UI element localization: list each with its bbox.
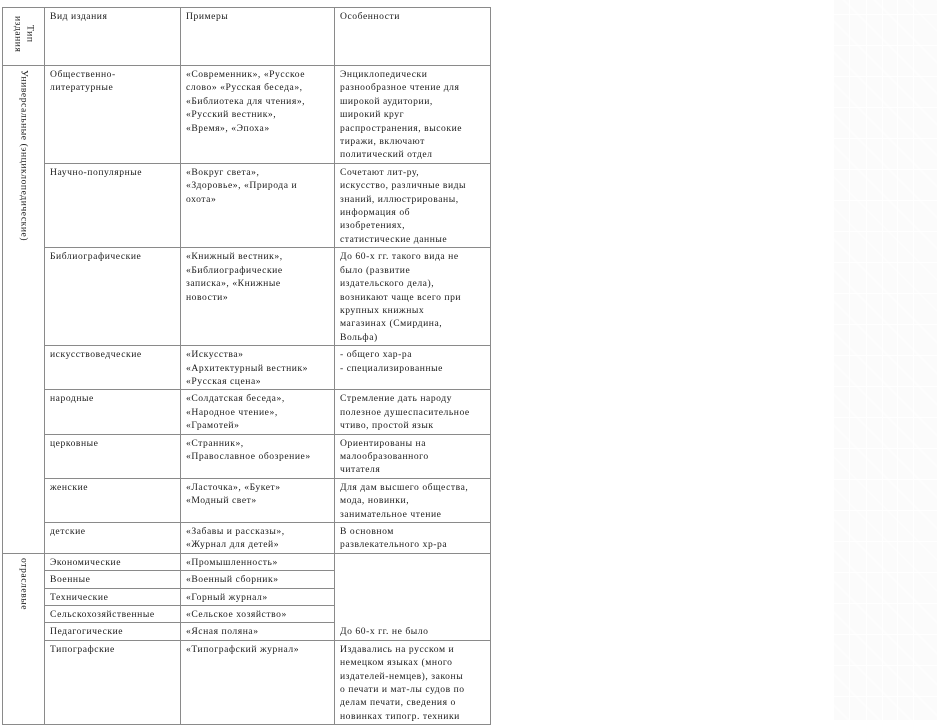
kind-cell [45, 553, 181, 570]
kind-cell [45, 478, 181, 522]
features-cell [335, 434, 491, 478]
decor-gridline [834, 324, 937, 325]
features-cell-line: крупных книжных [340, 304, 425, 316]
decor-gridline [882, 0, 883, 720]
features-cell-line: Для дам высшего общества, [340, 481, 469, 493]
features-cell-line: - специализированные [340, 362, 443, 374]
kind-cell-line: Военные [50, 574, 91, 586]
examples-cell-line: «Сельское хозяйство» [186, 609, 287, 621]
examples-cell-line: «Странник», [186, 437, 244, 449]
features-cell-line: В основном [340, 526, 394, 537]
features-cell-line: читателя [340, 464, 381, 476]
group-branch [3, 553, 45, 724]
features-cell [335, 248, 491, 346]
decor-gridline [834, 231, 937, 232]
table-row [3, 66, 491, 164]
examples-cell [181, 478, 335, 522]
features-cell [335, 640, 491, 724]
decor-gridline [834, 293, 937, 294]
group-universal-label: Универсальные (энциклопедические) [18, 70, 30, 242]
kind-cell [45, 640, 181, 724]
examples-cell-line: «Промышленность» [186, 556, 278, 568]
examples-cell-line: «Библиотека для чтения», [186, 95, 306, 107]
table-row [3, 248, 491, 346]
table-row [3, 640, 491, 724]
features-cell-line: распространения, высокие [340, 122, 463, 134]
features-cell-line: Энциклопедически [340, 69, 428, 80]
examples-cell [181, 623, 335, 640]
features-cell-line: малообразованного [340, 450, 429, 462]
kind-cell [45, 523, 181, 554]
examples-cell [181, 588, 335, 605]
examples-cell-line: «Здоровье», «Природа и [186, 180, 298, 192]
header-kind: Вид издания [45, 8, 181, 66]
features-cell [335, 346, 491, 390]
kind-cell-line: женские [50, 481, 89, 493]
header-type: Тип издания [3, 8, 45, 66]
examples-cell-line: охота» [186, 193, 217, 205]
decor-gridline [834, 76, 937, 77]
decor-gridline [834, 634, 937, 635]
kind-cell-line: Экономические [50, 556, 122, 568]
features-cell-line: информация об [340, 207, 411, 219]
examples-cell [181, 523, 335, 554]
table-row [3, 390, 491, 434]
table-row [3, 478, 491, 522]
features-cell-line: немецком языках (много [340, 657, 453, 669]
features-cell-line: знаний, иллюстрированы, [340, 193, 459, 205]
examples-cell-line: «Журнал для детей» [186, 539, 280, 551]
decor-gridline [834, 262, 937, 263]
features-cell-line: разнообразное чтение для [340, 82, 460, 94]
kind-cell [45, 606, 181, 623]
kind-cell-line: церковные [50, 437, 99, 449]
group-universal [3, 66, 45, 554]
features-cell-line: Ориентированы на [340, 437, 427, 449]
examples-cell-line: «Военный сборник» [186, 574, 279, 586]
features-cell [335, 163, 491, 247]
examples-cell-line: «Горный журнал» [186, 591, 268, 603]
decor-gridline [834, 696, 937, 697]
examples-cell-line: «Ясная поляна» [186, 626, 259, 638]
examples-cell-line: «Забавы и рассказы», [186, 526, 285, 537]
examples-cell-line: «Вокруг света», [186, 166, 260, 178]
features-cell-line: искусство, различные виды [340, 180, 467, 192]
examples-cell-line: «Искусства» [186, 349, 244, 361]
examples-cell-line: «Русский вестник», [186, 109, 277, 121]
kind-cell [45, 623, 181, 640]
features-cell-line: издателей-немцев), законы [340, 670, 464, 682]
features-cell-line: Сочетают лит-ру, [340, 166, 420, 178]
examples-cell-line: новости» [186, 291, 229, 303]
kind-cell [45, 66, 181, 164]
features-cell-line: Стремление дать народу [340, 393, 453, 405]
examples-cell-line: «Солдатская беседа», [186, 393, 285, 405]
features-cell [335, 390, 491, 434]
kind-cell-line: Технические [50, 591, 109, 603]
decor-gridline [849, 0, 850, 720]
kind-cell [45, 434, 181, 478]
header-features: Особенности [335, 8, 491, 66]
decor-gridline [834, 14, 937, 15]
features-cell-line: статистические данные [340, 233, 448, 245]
examples-cell-line: записка», «Книжные [186, 278, 281, 290]
table-row [3, 163, 491, 247]
decor-gridline [834, 417, 937, 418]
examples-cell [181, 163, 335, 247]
decor-gridline [834, 479, 937, 480]
decor-gridline [834, 169, 937, 170]
examples-cell [181, 390, 335, 434]
decor-gridline [913, 0, 914, 720]
features-cell-line: возникают чаще всего при [340, 291, 462, 303]
examples-cell-line: слово» «Русская беседа», [186, 82, 303, 94]
examples-cell-line: «Время», «Эпоха» [186, 122, 270, 134]
features-cell-line: новинках типогр. техники [340, 710, 460, 722]
features-cell [335, 478, 491, 522]
table-row [3, 523, 491, 554]
examples-cell [181, 640, 335, 724]
kind-cell [45, 163, 181, 247]
kind-cell-line: Педагогические [50, 626, 124, 638]
decor-gridline [866, 0, 867, 720]
examples-cell-line: «Народное чтение», [186, 406, 278, 418]
features-cell-line: о печати и мат-лы судов по [340, 684, 465, 696]
features-cell-line: широкой аудитории, [340, 95, 433, 107]
features-cell-line: - общего хар-ра [340, 349, 413, 361]
features-cell-line: Издавались на русском и [340, 643, 455, 655]
features-cell-line: развлекательного хр-ра [340, 539, 448, 551]
kind-cell-line: народные [50, 393, 94, 405]
examples-cell-line: «Типографский журнал» [186, 643, 300, 655]
decor-gridline [834, 572, 937, 573]
decor-gridline [834, 107, 937, 108]
kind-cell-line: Библиографические [50, 251, 142, 263]
decor-gridline [834, 665, 937, 666]
examples-cell [181, 553, 335, 570]
examples-cell-line: «Православное обозрение» [186, 450, 311, 462]
kind-cell [45, 588, 181, 605]
features-cell [335, 523, 491, 554]
decor-gridline [834, 603, 937, 604]
features-cell-line: тиражи, включают [340, 136, 425, 148]
examples-cell-line: «Архитектурный вестник» [186, 362, 309, 374]
header-examples: Примеры [181, 8, 335, 66]
features-cell-line: Вольфа) [340, 331, 378, 343]
table-row [3, 434, 491, 478]
features-cell-line: занимательное чтение [340, 508, 442, 520]
examples-cell-line: «Русская сцена» [186, 375, 262, 387]
features-cell-line: широкий круг [340, 109, 405, 121]
table-row [3, 346, 491, 390]
examples-cell-line: «Ласточка», «Букет» [186, 481, 281, 493]
decor-gridline [834, 510, 937, 511]
kind-cell-line: Научно-популярные [50, 166, 143, 178]
features-cell [335, 66, 491, 164]
branch-note-cell [335, 553, 491, 640]
examples-cell-line: «Грамотей» [186, 420, 240, 432]
examples-cell [181, 346, 335, 390]
kind-cell-line: Общественно- [50, 69, 116, 80]
features-cell-line: было (развитие [340, 264, 411, 276]
decor-gridline [834, 200, 937, 201]
examples-cell [181, 66, 335, 164]
examples-cell-line: «Современник», «Русское [186, 69, 306, 80]
features-cell-line: делам печати, сведения о [340, 697, 456, 709]
examples-cell [181, 606, 335, 623]
kind-cell [45, 390, 181, 434]
examples-cell-line: «Книжный вестник», [186, 251, 283, 263]
decor-gridline [834, 448, 937, 449]
table-row [3, 553, 491, 570]
features-cell-line: изобретениях, [340, 220, 406, 232]
examples-cell-line: «Библиографические [186, 264, 283, 276]
decor-gridline [834, 45, 937, 46]
decor-gridline [834, 386, 937, 387]
examples-cell-line: «Модный свет» [186, 495, 257, 507]
kind-cell-line: Типографские [50, 643, 115, 655]
kind-cell-line: Сельскохозяйственные [50, 609, 155, 621]
features-cell-line: мода, новинки, [340, 495, 410, 507]
header-row [3, 8, 491, 66]
group-branch-label: отраслевые [18, 557, 30, 610]
kind-cell [45, 248, 181, 346]
branch-note: До 60-х гг. не было [340, 626, 429, 638]
kind-cell-line: искусствоведческие [50, 349, 142, 361]
examples-cell [181, 434, 335, 478]
features-cell-line: полезное душеспасительное [340, 406, 470, 418]
decor-gridline [834, 541, 937, 542]
decor-gridline [897, 0, 898, 720]
publications-table [2, 7, 491, 725]
features-cell-line: политический отдел [340, 149, 433, 161]
features-cell-line: чтиво, простой язык [340, 420, 434, 432]
kind-cell-line: литературные [50, 82, 114, 94]
decor-gridline [834, 355, 937, 356]
examples-cell [181, 571, 335, 588]
kind-cell [45, 346, 181, 390]
decorative-pattern-panel [834, 0, 937, 720]
examples-cell [181, 248, 335, 346]
features-cell-line: издательского дела), [340, 278, 435, 290]
features-cell-line: магазинах (Смирдина, [340, 318, 443, 330]
decor-gridline [834, 138, 937, 139]
kind-cell-line: детские [50, 526, 86, 537]
features-cell-line: До 60-х гг. такого вида не [340, 251, 459, 263]
kind-cell [45, 571, 181, 588]
